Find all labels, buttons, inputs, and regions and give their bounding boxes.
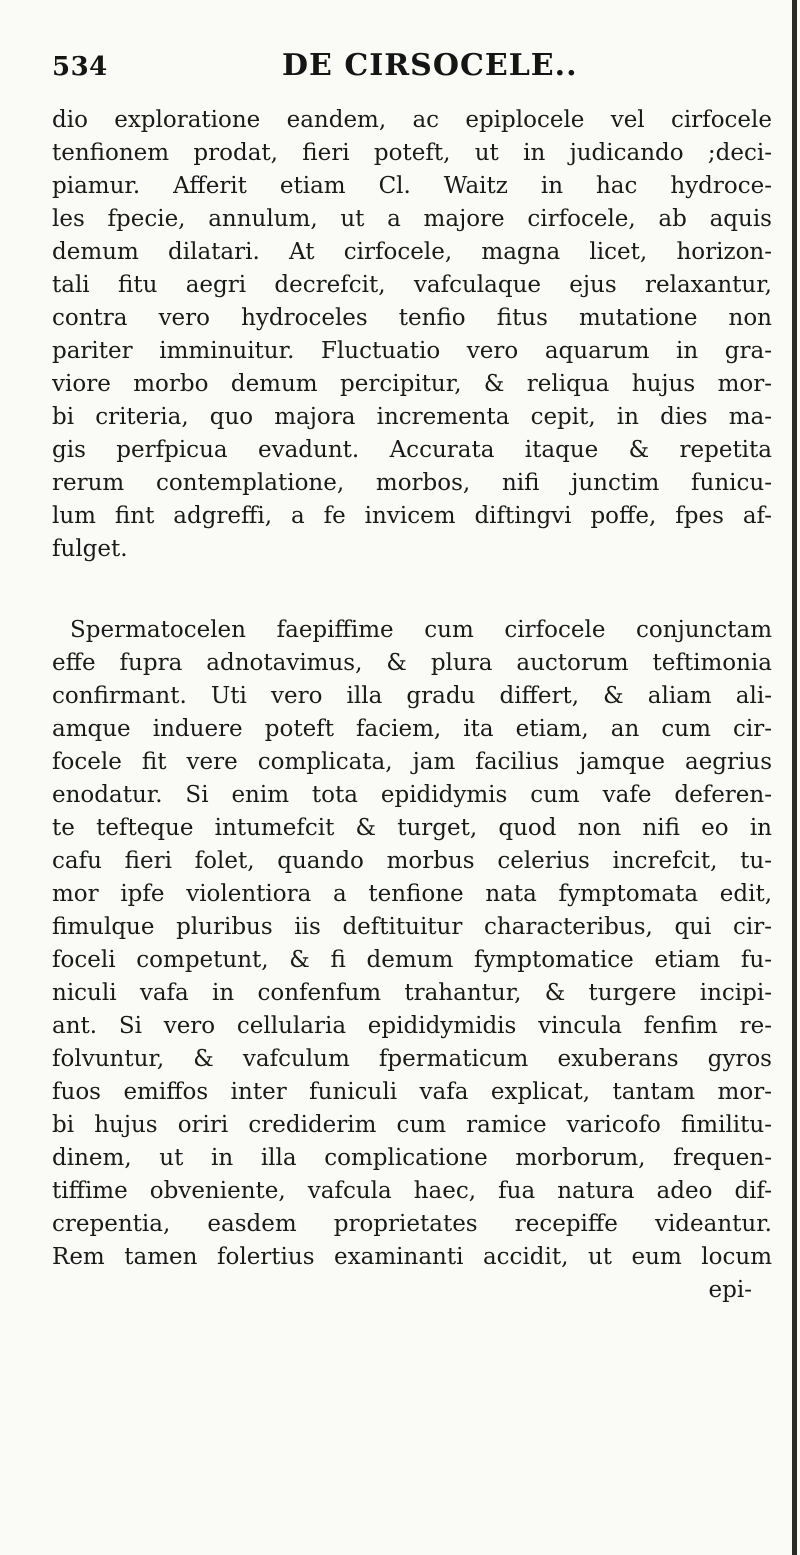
text-line: bi hujus oriri crediderim cum ramice varicofo fimilitu- xyxy=(52,1112,772,1138)
text-line: focele fit vere complicata, jam facilius jamque aegrius xyxy=(52,749,772,775)
page-edge-shadow xyxy=(792,0,797,1555)
text-line: fulget. xyxy=(52,536,128,562)
text-line: lum fint adgreffi, a fe invicem diftingvi poffe, fpes af- xyxy=(52,503,772,529)
text-line: mor ipfe violentiora a tenfione nata fymptomata edit, xyxy=(52,881,772,907)
text-line: tiffime obveniente, vafcula haec, fua natura adeo dif- xyxy=(52,1178,772,1204)
text-line: enodatur. Si enim tota epididymis cum vafe deferen- xyxy=(52,782,772,808)
text-line: confirmant. Uti vero illa gradu differt, & aliam ali- xyxy=(52,683,772,709)
text-line: niculi vafa in confenfum trahantur, & turgere incipi- xyxy=(52,980,772,1006)
text-line: tenfionem prodat, fieri poteft, ut in judicando ;deci- xyxy=(52,140,772,166)
text-line: rerum contemplatione, morbos, nifi junctim funicu- xyxy=(52,470,772,496)
running-title: DE CIRSOCELE.. xyxy=(282,48,578,83)
text-line: piamur. Afferit etiam Cl. Waitz in hac hydroce- xyxy=(52,173,772,199)
page-header xyxy=(52,40,752,90)
text-line: crepentia, easdem proprietates recepiffe videantur. xyxy=(52,1211,772,1237)
text-line: folvuntur, & vafculum fpermaticum exuberans gyros xyxy=(52,1046,772,1072)
text-line: dio exploratione eandem, ac epiplocele vel cirfocele xyxy=(52,107,772,133)
paragraph-2 xyxy=(52,614,772,1274)
text-line: contra vero hydroceles tenfio fitus mutatione non xyxy=(52,305,772,331)
paragraph-1 xyxy=(52,104,772,566)
text-line: les fpecie, annulum, ut a majore cirfocele, ab aquis xyxy=(52,206,772,232)
text-line: te tefteque intumefcit & turget, quod non nifi eo in xyxy=(52,815,772,841)
text-line: bi criteria, quo majora incrementa cepit, in dies ma- xyxy=(52,404,772,430)
text-line: viore morbo demum percipitur, & reliqua hujus mor- xyxy=(52,371,772,397)
page-number: 534 xyxy=(52,52,108,82)
text-line: ant. Si vero cellularia epididymidis vincula fenfim re- xyxy=(52,1013,772,1039)
text-line: demum dilatari. At cirfocele, magna licet, horizon- xyxy=(52,239,772,265)
text-line: effe fupra adnotavimus, & plura auctorum teftimonia xyxy=(52,650,772,676)
text-line: cafu fieri folet, quando morbus celerius increfcit, tu- xyxy=(52,848,772,874)
catchword: epi- xyxy=(708,1277,752,1303)
text-line: pariter imminuitur. Fluctuatio vero aquarum in gra- xyxy=(52,338,772,364)
text-line: Spermatocelen faepiffime cum cirfocele conjunctam xyxy=(70,617,772,643)
text-line: foceli competunt, & fi demum fymptomatice etiam fu- xyxy=(52,947,772,973)
text-line: fimulque pluribus iis deftituitur characteribus, qui cir- xyxy=(52,914,772,940)
paragraph-gap xyxy=(52,566,772,614)
text-line: fuos emiffos inter funiculi vafa explicat, tantam mor- xyxy=(52,1079,772,1105)
text-line: amque induere poteft faciem, ita etiam, an cum cir- xyxy=(52,716,772,742)
text-line: Rem tamen folertius examinanti accidit, ut eum locum xyxy=(52,1244,772,1270)
text-line: tali fitu aegri decrefcit, vafculaque ejus relaxantur, xyxy=(52,272,772,298)
text-line: dinem, ut in illa complicatione morborum, frequen- xyxy=(52,1145,772,1171)
body-text xyxy=(52,104,772,1307)
text-line: gis perfpicua evadunt. Accurata itaque & repetita xyxy=(52,437,772,463)
